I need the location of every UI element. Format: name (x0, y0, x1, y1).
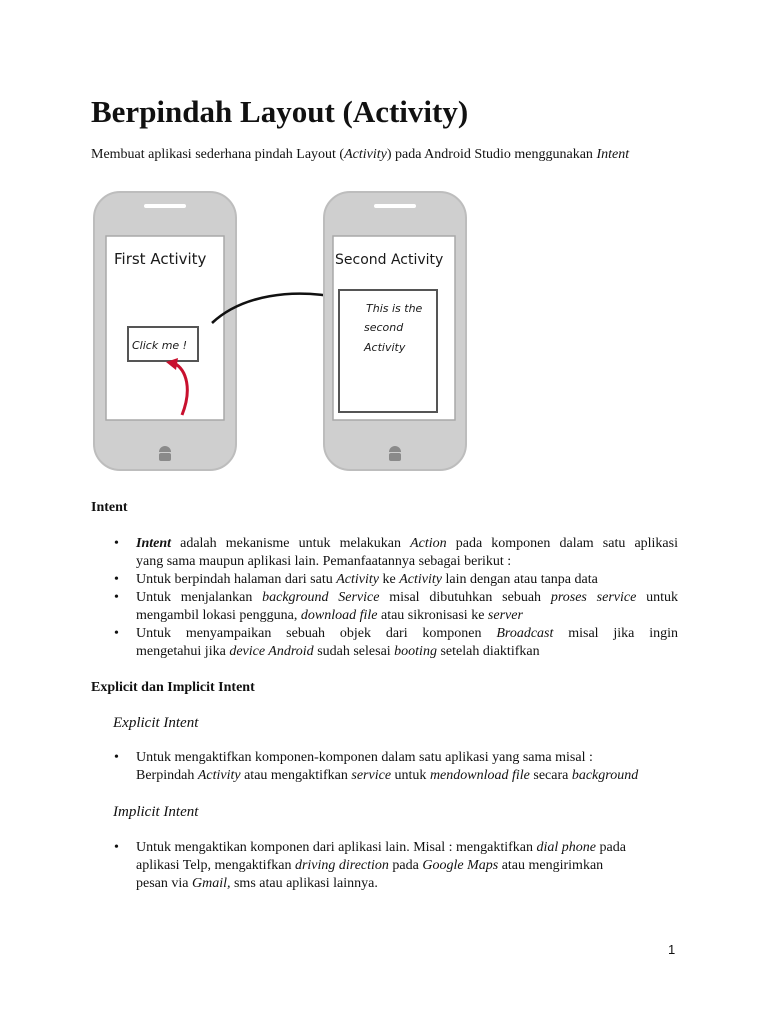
intro-text: Membuat aplikasi sederhana pindah Layout ( (91, 147, 345, 162)
intro-intent: Intent (596, 147, 630, 162)
list-item: • Intent adalah mekanisme untuk melakukan Action pada komponen dalam satu aplikasi yang sama maupun aplikasi lain. Pemanfaatannya sebagai berikut : (114, 536, 678, 569)
android-icon-2 (389, 446, 401, 461)
android-icon (159, 446, 171, 461)
list-item: • Untuk menjalankan background Service misal dibutuhkan sebuah proses service untuk mengambil lokasi pengguna, download file atau sikronisasi ke server (114, 590, 678, 623)
intent-heading: Intent (91, 500, 128, 515)
list-item: • Untuk mengaktikan komponen dari aplikasi lain. Misal : mengaktifkan dial phone pada aplikasi Telp, mengaktifkan driving direction pada Google Maps atau mengirimkan pesan via Gmail, sms atau aplikasi lainnya. (114, 840, 626, 891)
page-title: Berpindah Layout (Activity) (91, 94, 469, 129)
first-phone (94, 192, 236, 470)
activity-figure (92, 190, 467, 480)
explicit-intent-heading: Explicit Intent (113, 715, 199, 731)
intro-text-2: ) pada Android Studio menggunakan (386, 147, 597, 162)
second-text-line-2: second (364, 321, 404, 334)
click-me-label: Click me ! (132, 339, 188, 352)
page-number: 1 (668, 942, 676, 957)
second-activity-title: Second Activity (335, 252, 444, 268)
second-text-line-1: This is the (366, 302, 423, 315)
second-phone (324, 192, 466, 470)
list-item: • Untuk berpindah halaman dari satu Activity ke Activity lain dengan atau tanpa data (114, 572, 598, 587)
intro-activity: Activity (344, 147, 387, 162)
intro-paragraph (91, 146, 629, 164)
list-item: • Untuk mengaktifkan komponen-komponen dalam satu aplikasi yang sama misal : Berpindah Activity atau mengaktifkan service untuk mendownload file secara background (114, 750, 639, 783)
list-item: • Untuk menyampaikan sebuah objek dari komponen Broadcast misal jika ingin mengetahui jika device Android sudah selesai booting setelah diaktifkan (114, 626, 678, 659)
implicit-intent-heading: Implicit Intent (113, 804, 199, 820)
explicit-implicit-heading: Explicit dan Implicit Intent (91, 680, 255, 695)
first-activity-title: First Activity (114, 250, 207, 268)
second-text-line-3: Activity (364, 341, 406, 354)
